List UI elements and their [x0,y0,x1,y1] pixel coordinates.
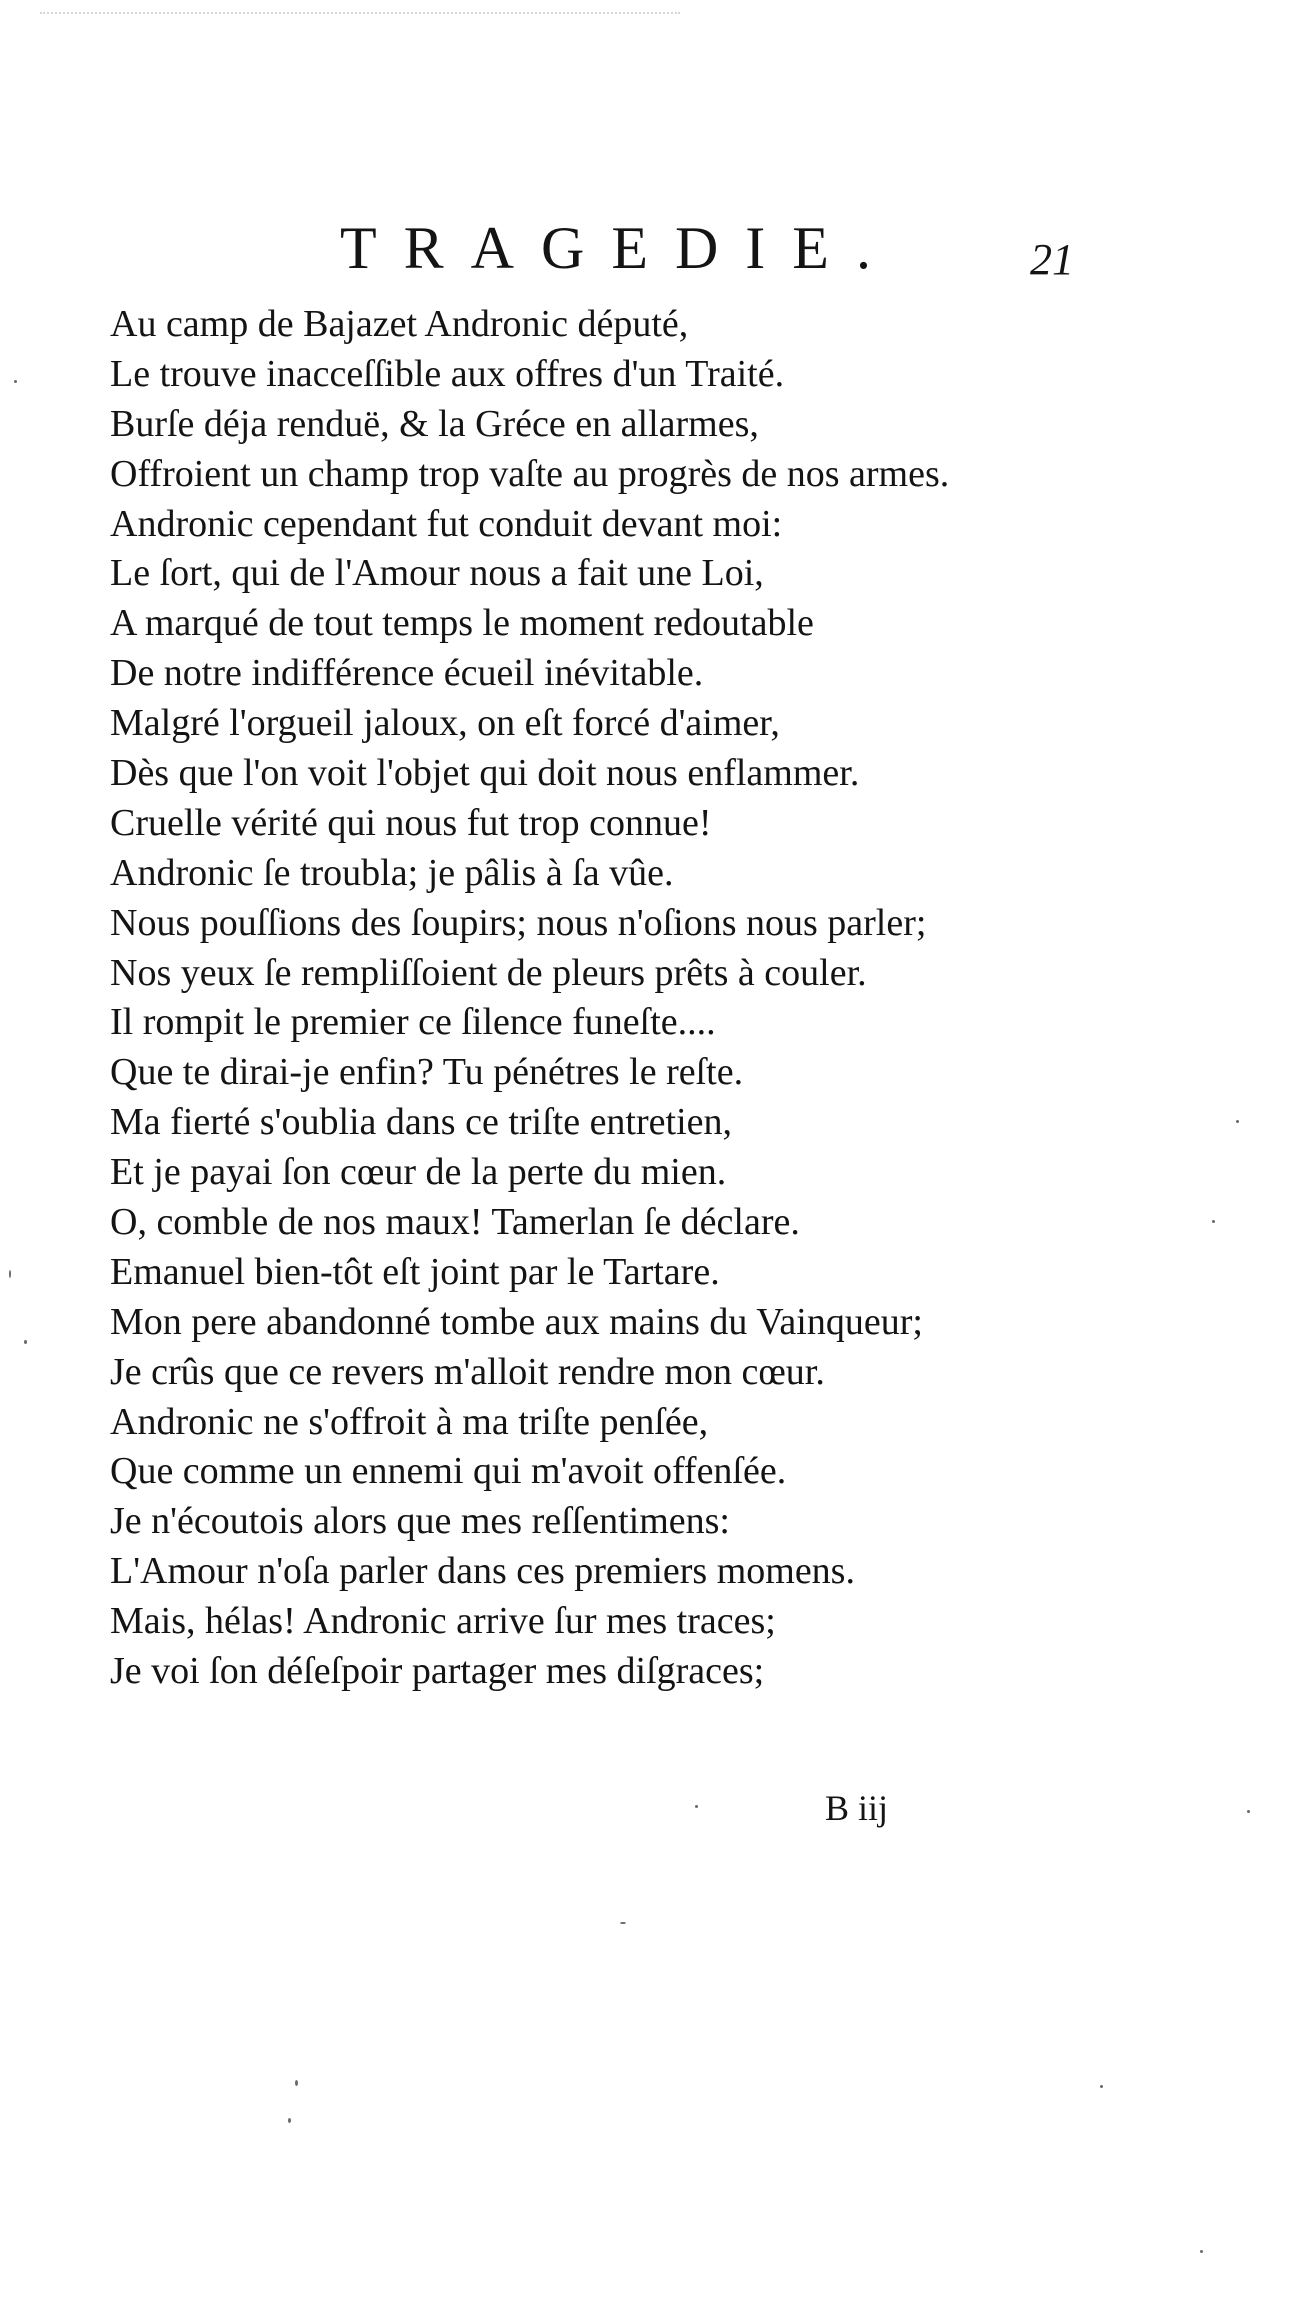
signature-mark: B iij [825,1788,889,1828]
running-title: TRAGEDIE. [340,215,898,281]
scan-speck [1100,2085,1103,2088]
verse-line: Burſe déja renduë, & la Gréce en allarmes, [110,402,759,445]
scan-speck [24,1340,27,1344]
verse-line: Que te dirai-je enfin? Tu pénétres le reſte. [110,1051,744,1094]
verse-line: Et je payai ſon cœur de la perte du mien. [110,1151,727,1194]
verse-line: Nos yeux ſe rempliſſoient de pleurs prêts à couler. [110,951,867,994]
verse-line: Offroient un champ trop vaſte au progrès de nos armes. [110,452,950,495]
verse-line: Andronic ſe troubla; je pâlis à ſa vûe. [110,851,674,894]
verse-line: Je crûs que ce revers m'alloit rendre mon cœur. [110,1350,825,1393]
scan-speck [1236,1120,1239,1123]
scan-speck [14,380,17,383]
verse-line: Je n'écoutois alors que mes reſſentimens: [110,1500,730,1543]
scan-speck [288,2118,291,2123]
verse-block [110,300,1230,1697]
verse-line: L'Amour n'oſa parler dans ces premiers momens. [110,1550,855,1593]
verse-line: Au camp de Bajazet Andronic député, [110,303,689,345]
verse-line: Malgré l'orgueil jaloux, on eſt forcé d'aimer, [110,702,780,745]
verse-line: Dès que l'on voit l'objet qui doit nous enflammer. [110,752,860,795]
verse-line: A marqué de tout temps le moment redoutable [110,602,814,645]
scan-speck [295,2080,298,2086]
scan-speck [1212,1220,1215,1223]
scan-edge-noise [40,12,680,18]
verse-line: Je voi ſon déſeſpoir partager mes diſgraces; [110,1650,765,1693]
verse-line: Ma fierté s'oublia dans ce triſte entretien, [110,1101,732,1144]
scan-speck [9,1270,11,1278]
verse-line: Il rompit le premier ce ſilence funeſte.... [110,1001,716,1044]
verse-line: De notre indifférence écueil inévitable. [110,652,704,695]
verse-line: O, comble de nos maux! Tamerlan ſe déclare. [110,1201,800,1244]
verse-line: Emanuel bien-tôt eſt joint par le Tartare. [110,1250,720,1293]
scan-speck [695,1805,698,1808]
verse-line: Cruelle vérité qui nous fut trop connue! [110,801,712,844]
verse-line: Mais, hélas! Andronic arrive ſur mes traces; [110,1600,776,1643]
verse-line: Nous pouſſions des ſoupirs; nous n'oſions nous parler; [110,901,927,944]
verse-line: Le trouve inacceſſible aux offres d'un Traité. [110,352,785,395]
scan-speck [1247,1810,1250,1813]
verse-line: Andronic ne s'offroit à ma triſte penſée, [110,1400,709,1443]
page-number: 21 [1030,235,1074,284]
verse-line: Andronic cependant fut conduit devant moi: [110,502,783,545]
verse-line: Que comme un ennemi qui m'avoit offenſée. [110,1450,787,1493]
scan-speck [1200,2250,1203,2253]
verse-line: Mon pere abandonné tombe aux mains du Vainqueur; [110,1300,923,1343]
scan-speck [620,1922,626,1924]
verse-line: Le ſort, qui de l'Amour nous a fait une Loi, [110,552,764,595]
